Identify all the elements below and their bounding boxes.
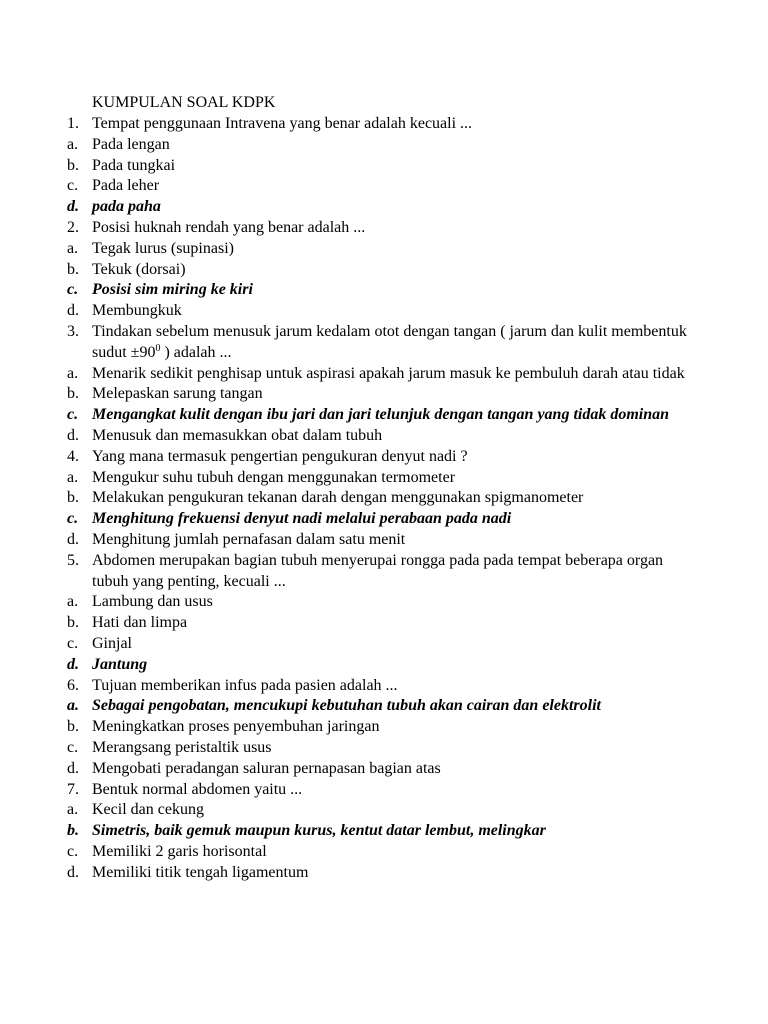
option-text: Merangsang peristaltik usus: [92, 738, 272, 756]
option-label: d.: [67, 759, 79, 777]
option-6b: [67, 717, 687, 738]
option-text: Ginjal: [92, 634, 132, 652]
option-5d-correct: [67, 655, 687, 676]
option-text: Melakukan pengukuran tekanan darah dengan menggunakan spigmanometer: [92, 489, 584, 507]
option-7b-correct: [67, 821, 687, 842]
option-1d-correct: [67, 197, 687, 218]
option-label: d.: [67, 655, 79, 673]
option-text: Tegak lurus (supinasi): [92, 239, 234, 257]
option-text: Sebagai pengobatan, mencukupi kebutuhan tubuh akan cairan dan elektrolit: [92, 697, 601, 715]
option-7c: [67, 842, 687, 863]
question-text: Abdomen merupakan bagian tubuh menyerupai rongga pada pada tempat beberapa organ tubuh yang penting, kecuali ...: [92, 551, 664, 590]
option-label: d.: [67, 530, 79, 548]
option-text: Menghitung jumlah pernafasan dalam satu menit: [92, 530, 406, 548]
option-4c-correct: [67, 509, 687, 530]
question-3: [67, 322, 687, 364]
option-text: Posisi sim miring ke kiri: [92, 281, 253, 299]
option-label: a.: [67, 364, 79, 382]
question-text: Yang mana termasuk pengertian pengukuran denyut nadi ?: [92, 447, 468, 465]
option-text: pada paha: [92, 198, 161, 216]
option-2b: [67, 260, 687, 281]
option-text: Memiliki 2 garis horisontal: [92, 842, 267, 860]
option-label: c.: [67, 634, 79, 652]
option-text: Jantung: [92, 655, 148, 673]
option-label: b.: [67, 260, 79, 278]
question-5: [67, 551, 687, 593]
question-text-part: Tindakan sebelum menusuk jarum kedalam otot dengan tangan ( jarum dan kulit membentuk sudut ±90: [92, 322, 687, 361]
option-label: d.: [67, 198, 79, 216]
question-number: 7.: [67, 780, 79, 798]
option-text: Pada tungkai: [92, 156, 176, 174]
option-6a-correct: [67, 696, 687, 717]
question-list: [67, 114, 687, 883]
option-label: b.: [67, 822, 79, 840]
option-label: a.: [67, 697, 79, 715]
option-text: Mengangkat kulit dengan ibu jari dan jari telunjuk dengan tangan yang tidak dominan: [92, 406, 670, 424]
option-text: Menghitung frekuensi denyut nadi melalui perabaan pada nadi: [92, 510, 512, 528]
question-number: 3.: [67, 322, 79, 340]
option-text: Lambung dan usus: [92, 593, 213, 611]
option-text: Hati dan limpa: [92, 614, 188, 632]
option-label: a.: [67, 135, 79, 153]
question-number: 2.: [67, 218, 79, 236]
option-label: b.: [67, 385, 79, 403]
question-text: Tempat penggunaan Intravena yang benar adalah kecuali ...: [92, 115, 473, 132]
option-text: Pada lengan: [92, 135, 170, 153]
option-label: b.: [67, 614, 79, 632]
option-label: a.: [67, 468, 79, 486]
option-6c: [67, 738, 687, 759]
option-7d: [67, 863, 687, 884]
question-number: 5.: [67, 551, 79, 569]
option-6d: [67, 759, 687, 780]
option-text: Kecil dan cekung: [92, 801, 204, 819]
question-text: Posisi huknah rendah yang benar adalah ...: [92, 218, 366, 236]
question-number: 4.: [67, 447, 79, 465]
option-label: c.: [67, 738, 79, 756]
option-text: Menarik sedikit penghisap untuk aspirasi apakah jarum masuk ke pembuluh darah atau tidak: [92, 364, 685, 382]
option-text: Pada leher: [92, 177, 160, 195]
question-text: Tujuan memberikan infus pada pasien adalah ...: [92, 676, 398, 694]
option-label: b.: [67, 489, 79, 507]
question-7: [67, 780, 687, 801]
question-text: Bentuk normal abdomen yaitu ...: [92, 780, 303, 798]
option-text: Tekuk (dorsai): [92, 260, 186, 278]
option-label: c.: [67, 177, 79, 195]
option-1a: [67, 135, 687, 156]
option-text: Membungkuk: [92, 302, 182, 320]
option-text: Mengobati peradangan saluran pernapasan bagian atas: [92, 759, 441, 777]
option-4a: [67, 468, 687, 489]
question-number: 1.: [67, 115, 79, 132]
option-label: c.: [67, 842, 79, 860]
question-1: [67, 114, 687, 135]
option-label: c.: [67, 281, 79, 299]
question-2: [67, 218, 687, 239]
option-text: Melepaskan sarung tangan: [92, 385, 263, 403]
option-2c-correct: [67, 280, 687, 301]
question-4: [67, 447, 687, 468]
option-5c: [67, 634, 687, 655]
option-label: a.: [67, 239, 79, 257]
option-5b: [67, 613, 687, 634]
question-6: [67, 676, 687, 697]
option-5a: [67, 592, 687, 613]
option-3c-correct: [67, 405, 687, 426]
option-7a: [67, 800, 687, 821]
option-3b: [67, 384, 687, 405]
option-label: d.: [67, 426, 79, 444]
option-label: a.: [67, 593, 79, 611]
option-2d: [67, 301, 687, 322]
option-2a: [67, 239, 687, 260]
option-text: Simetris, baik gemuk maupun kurus, kentut datar lembut, melingkar: [92, 822, 546, 840]
option-label: b.: [67, 156, 79, 174]
degree-superscript: 0: [155, 342, 161, 354]
option-label: c.: [67, 510, 79, 528]
option-label: c.: [67, 406, 79, 424]
option-4d: [67, 530, 687, 551]
option-label: b.: [67, 718, 79, 736]
option-1b: [67, 156, 687, 177]
option-text: Menusuk dan memasukkan obat dalam tubuh: [92, 426, 383, 444]
option-label: d.: [67, 302, 79, 320]
option-3d: [67, 426, 687, 447]
option-1c: [67, 176, 687, 197]
option-label: d.: [67, 863, 79, 881]
question-text-part: ) adalah ...: [160, 343, 232, 361]
option-label: a.: [67, 801, 79, 819]
document-title: KUMPULAN SOAL KDPK: [92, 94, 276, 111]
option-text: Mengukur suhu tubuh dengan menggunakan termometer: [92, 468, 456, 486]
option-4b: [67, 488, 687, 509]
option-3a: [67, 364, 687, 385]
question-number: 6.: [67, 676, 79, 694]
option-text: Meningkatkan proses penyembuhan jaringan: [92, 718, 380, 736]
option-text: Memiliki titik tengah ligamentum: [92, 863, 309, 881]
question-text: [92, 322, 687, 364]
